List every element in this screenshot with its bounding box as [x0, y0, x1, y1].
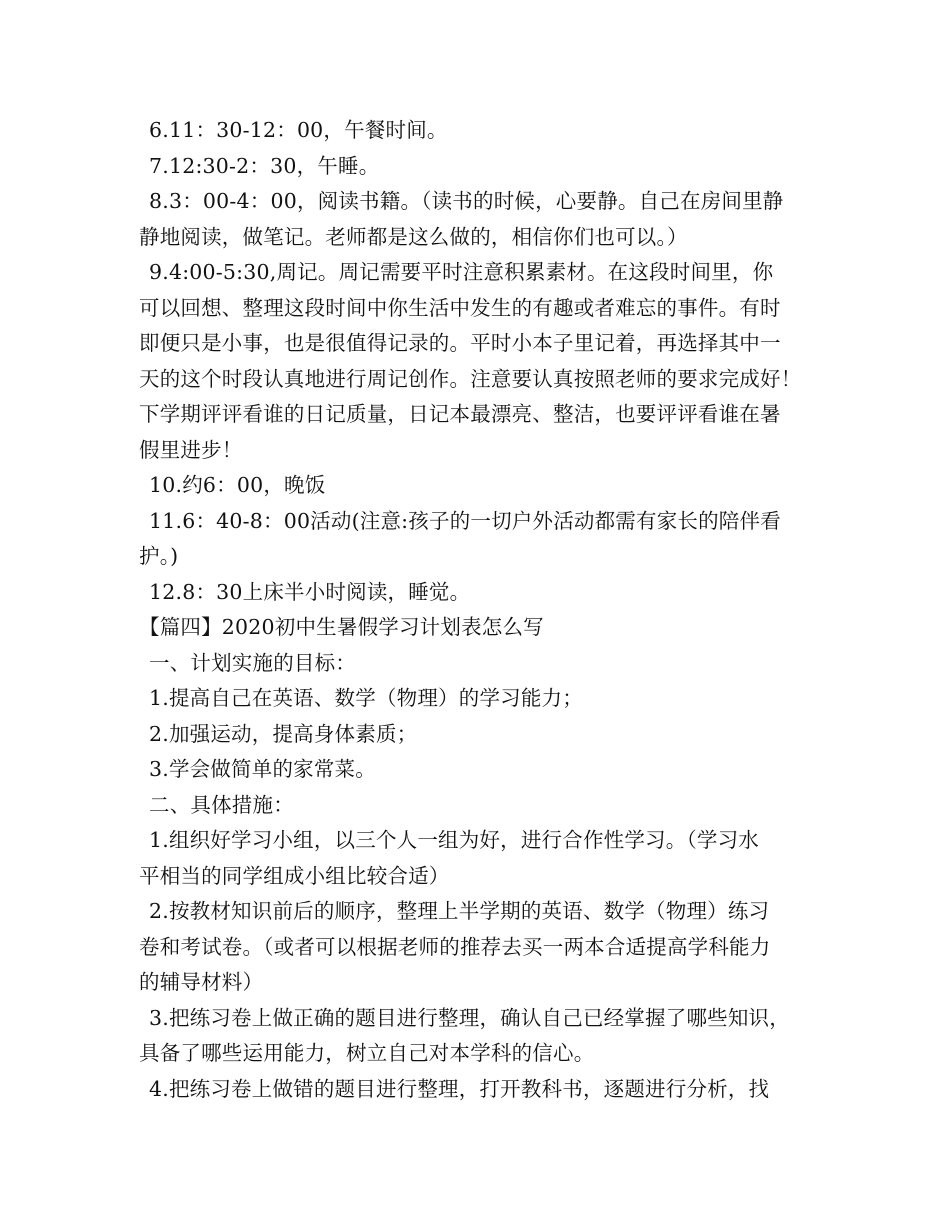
text-line: 静地阅读，做笔记。老师都是这么做的，相信你们也可以。） — [139, 224, 688, 249]
text-line: 一、计划实施的目标： — [149, 650, 356, 675]
text-line: 3.把练习卷上做正确的题目进行整理，确认自己已经掌握了哪些知识， — [149, 1005, 790, 1030]
text-line: 7.12:30-2：30，午睡。 — [149, 153, 380, 178]
text-line: 的辅导材料） — [139, 970, 264, 994]
text-line: 3.学会做简单的家常菜。 — [149, 757, 376, 781]
text-line: 可以回想、整理这段时间中你生活中发生的有趣或者难忘的事件。有时 — [139, 295, 781, 320]
text-line: 10.约6：00，晚饭 — [149, 473, 326, 497]
text-line: 【篇四】2020初中生暑假学习计划表怎么写 — [139, 615, 544, 639]
text-line: 1.提高自己在英语、数学（物理）的学习能力； — [149, 686, 583, 710]
text-line: 12.8：30上床半小时阅读，睡觉。 — [149, 579, 471, 604]
text-line: 即便只是小事，也是很值得记录的。平时小本子里记着，再选择其中一 — [139, 331, 781, 355]
text-line: 11.6：40-8：00活动(注意:孩子的一切户外活动都需有家长的陪伴看 — [149, 508, 781, 533]
text-line: 下学期评评看谁的日记质量，日记本最漂亮、整洁，也要评评看谁在暑 — [139, 402, 781, 426]
text-line: 护。) — [139, 544, 179, 568]
text-line: 4.把练习卷上做错的题目进行整理，打开教科书，逐题进行分析，找 — [149, 1076, 770, 1101]
text-line: 平相当的同学组成小组比较合适） — [139, 863, 450, 888]
text-line: 卷和考试卷。（或者可以根据老师的推荐去买一两本合适提高学科能力 — [139, 934, 771, 959]
document-body — [139, 113, 819, 1107]
text-line: 8.3：00-4：00，阅读书籍。（读书的时候，心要静。自己在房间里静 — [149, 189, 784, 213]
text-line: 二、具体措施： — [149, 792, 294, 817]
text-line: 9.4:00-5:30,周记。周记需要平时注意积累素材。在这段时间里，你 — [149, 260, 774, 284]
text-line: 假里进步！ — [139, 437, 243, 462]
text-line: 2.加强运动，提高身体素质； — [149, 721, 418, 746]
text-line: 具备了哪些运用能力，树立自己对本学科的信心。 — [139, 1041, 595, 1065]
text-line: 6.11：30-12：00，午餐时间。 — [149, 118, 448, 142]
text-line: 1.组织好学习小组，以三个人一组为好，进行合作性学习。（学习水 — [149, 828, 760, 852]
text-line: 天的这个时段认真地进行周记创作。注意要认真按照老师的要求完成好！ — [139, 366, 802, 391]
text-line: 2.按教材知识前后的顺序，整理上半学期的英语、数学（物理）练习 — [149, 899, 770, 923]
